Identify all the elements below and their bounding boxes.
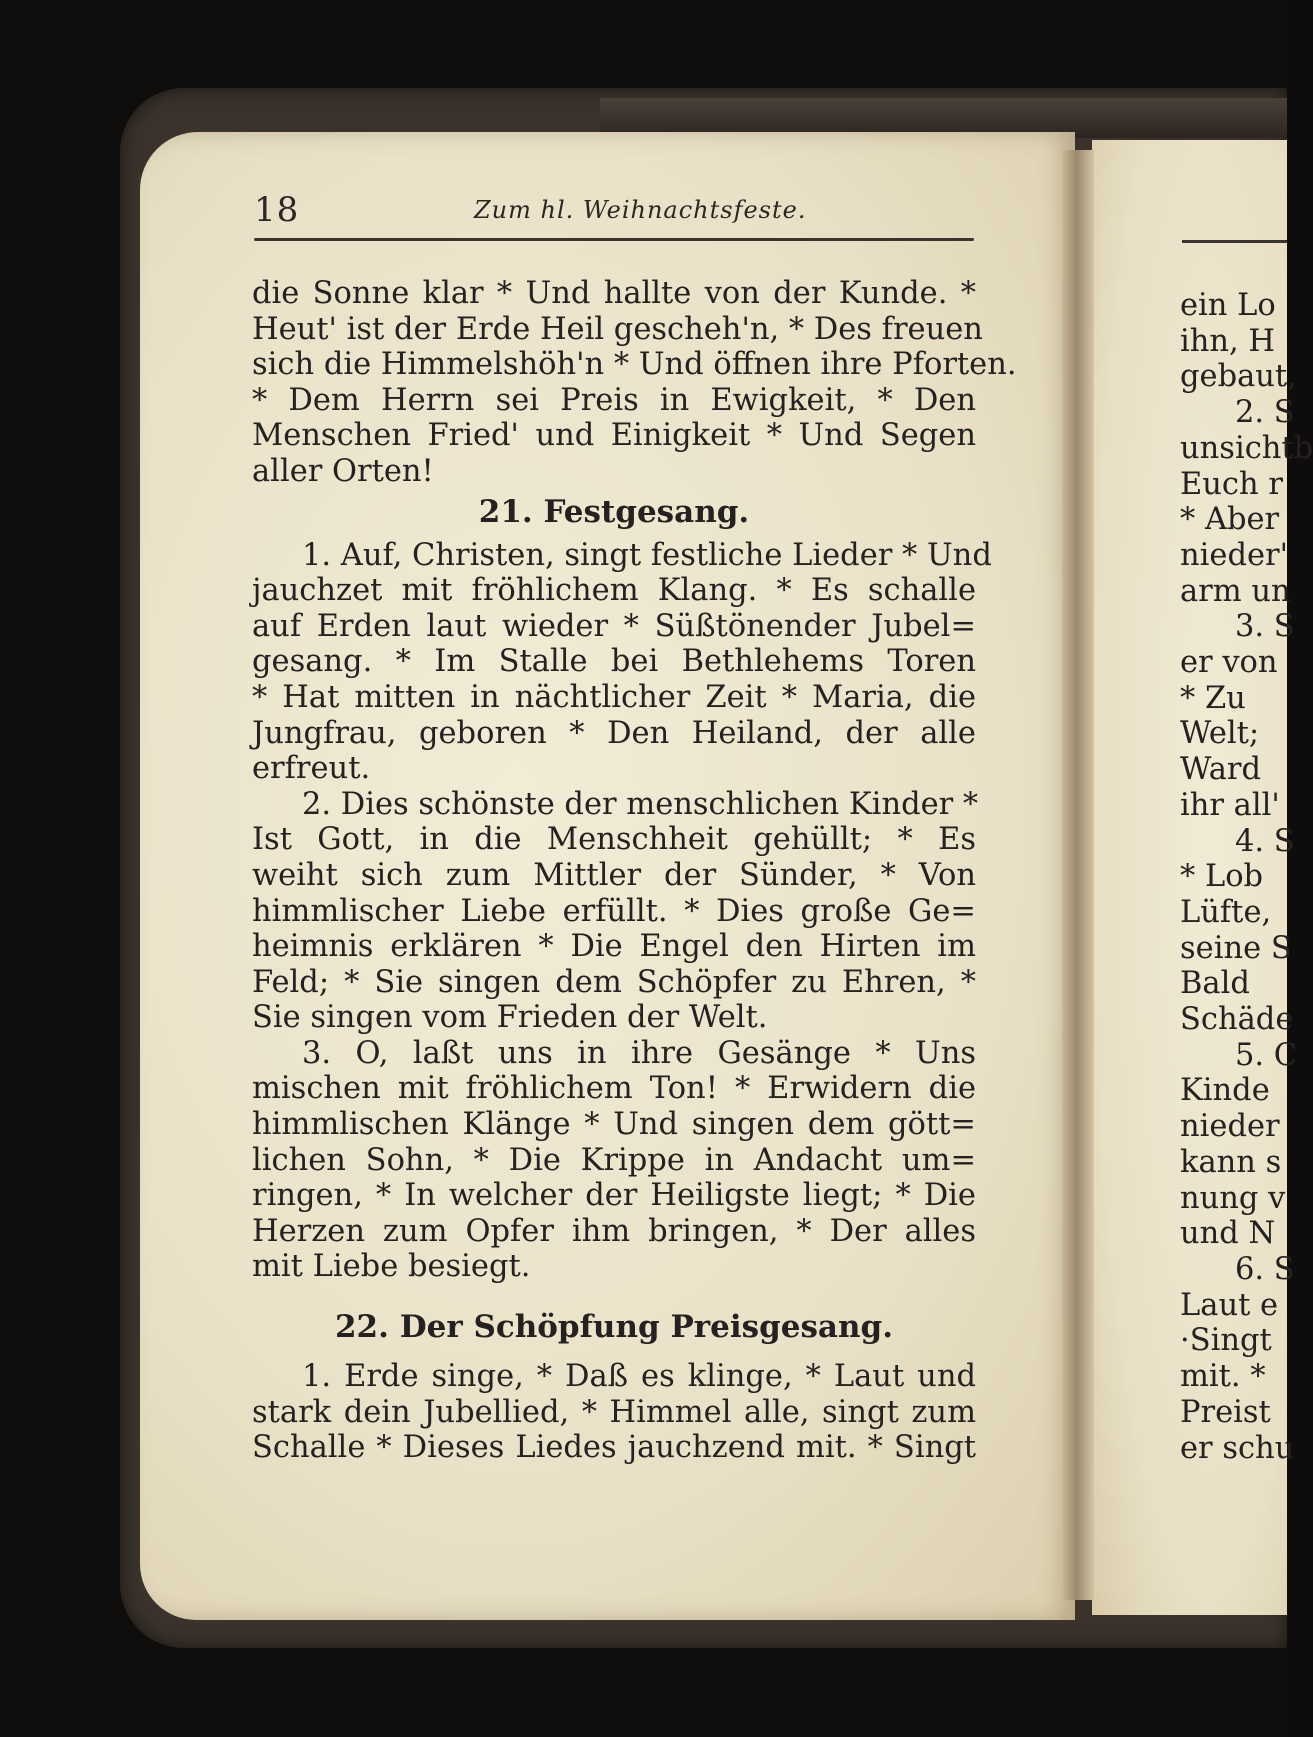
text-line: Feld; * Sie singen dem Schöpfer zu Ehren, * xyxy=(252,964,976,1000)
right-page-line: Bald xyxy=(1180,966,1250,1002)
text-line: mit Liebe besiegt. xyxy=(252,1249,531,1285)
text-line: die Sonne klar * Und hallte von der Kunde. * xyxy=(252,276,976,311)
text-line: gesang. * Im Stalle bei Bethlehems Toren xyxy=(252,644,976,680)
text-line: heimnis erklären * Die Engel den Hirten im xyxy=(252,929,976,965)
text-line: stark dein Jubellied, * Himmel alle, singt zum xyxy=(252,1394,976,1430)
hymn-21-verse-3 xyxy=(252,1036,976,1285)
text-line: 2. Dies schönste der menschlichen Kinder * xyxy=(302,786,979,822)
running-title: Zum hl. Weihnachtsfeste. xyxy=(474,196,807,224)
right-page-line: nieder xyxy=(1180,1109,1280,1145)
right-page-line: er von xyxy=(1180,645,1278,681)
left-page-text xyxy=(252,276,1017,1466)
text-line: Herzen zum Opfer ihm bringen, * Der alles xyxy=(252,1213,976,1249)
right-page-line: nung v xyxy=(1180,1180,1286,1216)
text-line: 3. O, laßt uns in ihre Gesänge * Uns xyxy=(302,1035,976,1071)
hymn-22-heading: 22. Der Schöpfung Preisgesang. xyxy=(334,1309,894,1346)
right-header-rule xyxy=(1182,240,1287,243)
right-page-line: ihr all' xyxy=(1180,787,1280,823)
right-page-line: ihn, H xyxy=(1180,323,1276,359)
text-line: lichen Sohn, * Die Krippe in Andacht um= xyxy=(252,1142,976,1178)
right-page-line: 3. S xyxy=(1235,609,1295,645)
right-page-line: gebaut, xyxy=(1180,359,1297,395)
text-line: himmlischen Klänge * Und singen dem gött= xyxy=(252,1107,976,1143)
right-page-line: Welt; xyxy=(1180,716,1260,752)
page-number: 18 xyxy=(254,190,300,230)
right-page-line: Euch r xyxy=(1180,466,1283,502)
text-line: Menschen Fried' und Einigkeit * Und Segen xyxy=(252,418,976,454)
text-line: 1. Erde singe, * Daß es klinge, * Laut und xyxy=(302,1359,976,1395)
text-line: sich die Himmelshöh'n * Und öffnen ihre Pforten. xyxy=(252,347,1017,383)
text-line: ringen, * In welcher der Heiligste liegt; * Die xyxy=(252,1178,976,1214)
text-line: auf Erden laut wieder * Süßtönender Jubel= xyxy=(252,608,976,644)
text-line: Heut' ist der Erde Heil gescheh'n, * Des freuen xyxy=(252,311,983,347)
right-page-line: * Lob xyxy=(1180,859,1264,895)
right-page-line: ·Singt xyxy=(1180,1323,1272,1359)
header-rule xyxy=(254,238,974,241)
right-page-line: Laut e xyxy=(1180,1287,1279,1323)
right-page-line: kann s xyxy=(1180,1144,1282,1180)
text-line: erfreut. xyxy=(252,751,371,787)
right-page-line: seine S xyxy=(1180,930,1292,966)
text-line: Schalle * Dieses Liedes jauchzend mit. * Singt xyxy=(252,1430,976,1466)
text-line: weiht sich zum Mittler der Sünder, * Von xyxy=(252,857,976,893)
right-page-line: Lüfte, xyxy=(1180,894,1272,930)
text-line: himmlischer Liebe erfüllt. * Dies große Ge= xyxy=(252,893,976,929)
text-line: 1. Auf, Christen, singt festliche Lieder * Und xyxy=(302,537,992,573)
right-page-line: er schu xyxy=(1180,1430,1295,1466)
right-page-line: Schäde xyxy=(1180,1002,1294,1038)
right-page-line: * Aber xyxy=(1180,502,1280,538)
right-page-text xyxy=(1180,288,1313,1466)
right-page-line: 4. S xyxy=(1235,823,1295,859)
right-page-line: * Zu xyxy=(1180,680,1246,716)
text-line: Jungfrau, geboren * Den Heiland, der alle xyxy=(252,715,976,751)
page-gutter xyxy=(1062,150,1094,1600)
right-page-line: und N xyxy=(1180,1216,1276,1252)
text-line: * Hat mitten in nächtlicher Zeit * Maria, die xyxy=(252,679,976,715)
text-line: aller Orten! xyxy=(252,453,434,489)
text-line: mischen mit fröhlichem Ton! * Erwidern die xyxy=(252,1071,976,1107)
right-page-line: mit. * xyxy=(1180,1359,1266,1395)
hymn-21-verse-1 xyxy=(252,537,992,787)
right-page-line: Kinde xyxy=(1180,1073,1270,1109)
hymn-21-heading: 21. Festgesang. xyxy=(478,493,750,530)
hymn-21-verse-2 xyxy=(252,786,979,1036)
text-line: Sie singen vom Frieden der Welt. xyxy=(252,1000,768,1036)
right-page-line: Ward xyxy=(1180,752,1261,788)
text-line: * Dem Herrn sei Preis in Ewigkeit, * Den xyxy=(252,382,976,418)
right-page-line: Preist xyxy=(1180,1394,1271,1430)
text-line: jauchzet mit fröhlichem Klang. * Es schalle xyxy=(252,573,976,609)
right-page-line: 2. S xyxy=(1235,395,1295,431)
right-page-line: arm un xyxy=(1180,573,1291,609)
right-page-line: nieder' xyxy=(1180,537,1288,573)
right-page-line: 5. C xyxy=(1235,1037,1298,1073)
right-page-line: ein Lo xyxy=(1180,288,1276,323)
right-page-line: 6. S xyxy=(1235,1251,1295,1287)
hymn-22-verse-1 xyxy=(252,1359,976,1466)
text-line: Ist Gott, in die Menschheit gehüllt; * Es xyxy=(252,822,976,858)
running-head xyxy=(254,190,974,236)
right-page-line: unsichtb xyxy=(1180,430,1313,466)
intro-paragraph xyxy=(252,276,1017,490)
